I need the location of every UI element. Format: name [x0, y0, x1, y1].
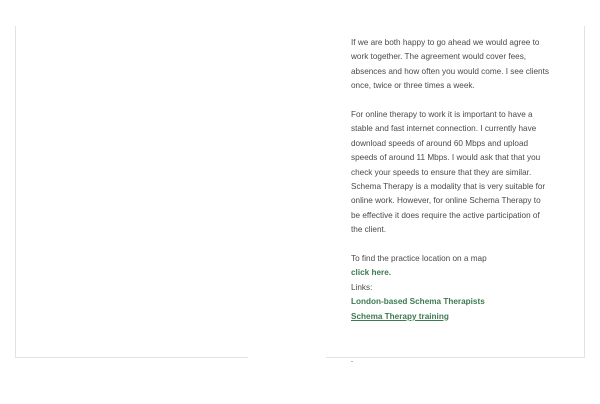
- map-text: To find the practice location on a map: [351, 254, 487, 264]
- agreement-paragraph: If we are both happy to go ahead we would agree to work together. The agreement would cover fees, absences and how often you would come. I see clients once, twice or three times a week.: [351, 38, 549, 91]
- frame-left-border: [15, 26, 16, 357]
- frame-right-border: [584, 26, 585, 357]
- frame-bottom-right-border: [326, 357, 585, 358]
- main-content: [351, 36, 551, 324]
- online-therapy-paragraph: For online therapy to work it is important to have a stable and fast internet connection. I currently have download speeds of around 60 Mbps and upload speeds of around 11 Mbps. I would ask that that you check your speeds to ensure that they are similar. Schema Therapy is a modality that is very suitable for online work. However, for online Schema Therapy to be effective it does require the active participation of the client.: [351, 110, 546, 235]
- schema-training-link[interactable]: Schema Therapy training: [351, 311, 449, 321]
- london-therapists-link[interactable]: London-based Schema Therapists: [351, 297, 485, 307]
- frame-bottom-left-border: [15, 357, 248, 358]
- links-label: Links:: [351, 282, 373, 292]
- divider-mark: [351, 361, 353, 362]
- map-link[interactable]: click here.: [351, 268, 392, 278]
